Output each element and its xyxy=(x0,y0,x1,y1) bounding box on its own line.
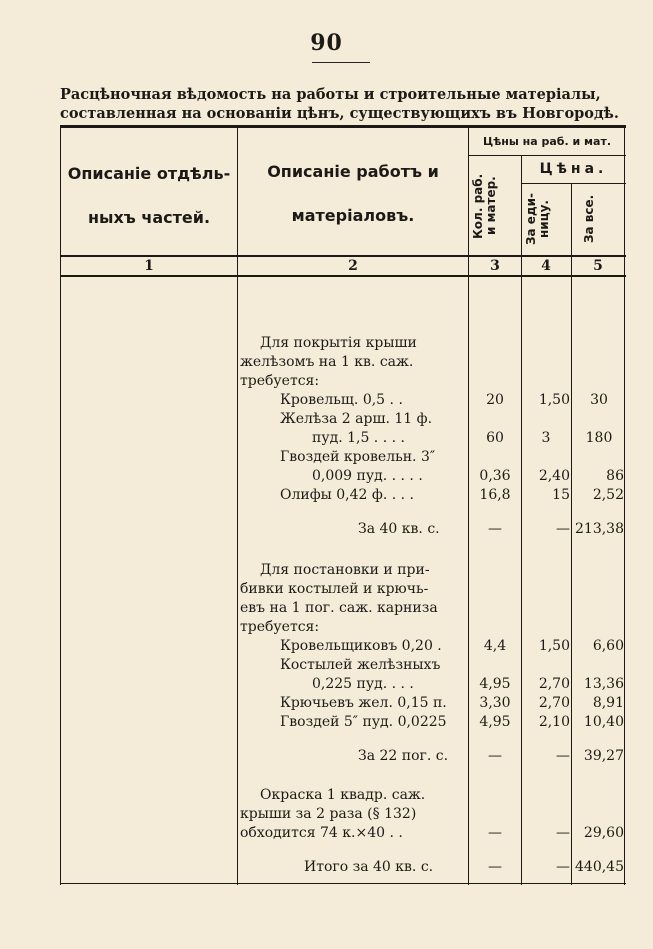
row-desc: Для покрытія крыши xyxy=(260,335,417,351)
cell-quantity: — xyxy=(488,748,502,764)
cell-quantity: 3,30 xyxy=(479,695,511,711)
cell-quantity: 4,4 xyxy=(483,638,507,654)
cell-quantity: 4,95 xyxy=(479,714,511,730)
cell-total: 213,38 xyxy=(575,521,624,537)
cell-unit-price: 1,50 xyxy=(538,638,570,654)
price-rule xyxy=(521,183,626,184)
column-number-1: 1 xyxy=(144,258,154,274)
cell-total: 13,36 xyxy=(583,676,624,692)
row-desc: Костылей желѣзныхъ xyxy=(280,657,441,673)
header-col1-line1: Описаніе отдѣль- xyxy=(67,164,231,183)
cell-unit-price: 2,70 xyxy=(538,676,570,692)
row-desc: бивки костылей и крючь- xyxy=(240,581,429,597)
header-col3 xyxy=(472,162,518,250)
cell-unit-price: 15 xyxy=(552,487,570,503)
page-number: 90 xyxy=(310,30,343,56)
cell-quantity: — xyxy=(488,825,502,841)
row-desc: Окраска 1 квадр. саж. xyxy=(260,787,426,803)
column-number-5: 5 xyxy=(593,258,603,274)
row-desc: Гвоздей 5″ пуд. 0,0225 xyxy=(280,714,447,730)
left-border xyxy=(60,125,61,885)
cell-unit-price: — xyxy=(556,825,570,841)
row-desc: требуется: xyxy=(240,619,320,635)
header-col1-line2: ныхъ частей. xyxy=(87,208,211,227)
col-divider-2 xyxy=(468,125,469,885)
cell-unit-price: 1,50 xyxy=(538,392,570,408)
table-title-line-1: Расцѣночная вѣдомость на работы и строительные матеріалы, xyxy=(60,86,601,103)
cell-total: 2,52 xyxy=(592,487,624,503)
header-col4 xyxy=(525,188,569,250)
row-desc: 0,225 пуд. . . . xyxy=(312,676,414,692)
header-col3-line2: и матер. xyxy=(484,176,498,236)
header-col5: За все. xyxy=(582,194,596,244)
top-border xyxy=(60,125,626,128)
cell-quantity: — xyxy=(488,521,502,537)
column-number-4: 4 xyxy=(541,258,551,274)
cell-unit-price: — xyxy=(556,859,570,875)
row-desc: Олифы 0,42 ф. . . . xyxy=(280,487,414,503)
page-number-rule xyxy=(312,62,370,63)
row-desc: желѣзомъ на 1 кв. саж. xyxy=(240,354,414,370)
row-desc: Кровельщ. 0,5 . . xyxy=(280,392,403,408)
cell-unit-price: 2,70 xyxy=(538,695,570,711)
cell-quantity: 4,95 xyxy=(479,676,511,692)
prices-group-rule xyxy=(469,155,626,156)
column-number-2: 2 xyxy=(348,258,358,274)
column-number-border xyxy=(60,275,626,277)
bottom-border xyxy=(60,883,626,884)
cell-total: 86 xyxy=(606,468,624,484)
header-col4-line2: ницу. xyxy=(537,200,551,238)
cell-total: 10,40 xyxy=(583,714,624,730)
row-desc: Желѣза 2 арш. 11 ф. xyxy=(280,411,433,427)
cell-unit-price: 3 xyxy=(541,430,551,446)
row-desc: Для постановки и при- xyxy=(260,562,430,578)
row-desc: 0,009 пуд. . . . . xyxy=(312,468,423,484)
cell-total: 30 xyxy=(590,392,608,408)
row-desc: пуд. 1,5 . . . . xyxy=(312,430,405,446)
row-desc: Гвоздей кровельн. 3″ xyxy=(280,449,436,465)
row-desc: Кровельщиковъ 0,20 . xyxy=(280,638,442,654)
row-desc-total: Итого за 40 кв. с. xyxy=(304,859,434,875)
row-desc-subtotal: За 22 пог. с. xyxy=(358,748,449,764)
cell-unit-price: 2,40 xyxy=(538,468,570,484)
right-border xyxy=(624,125,625,885)
cell-quantity: 16,8 xyxy=(479,487,511,503)
row-desc-subtotal: За 40 кв. с. xyxy=(358,521,440,537)
cell-quantity: 20 xyxy=(486,392,504,408)
row-desc: обходится 74 к.×40 . . xyxy=(240,825,403,841)
cell-total: 29,60 xyxy=(583,825,624,841)
cell-grand-total: 440,45 xyxy=(575,859,624,875)
cell-total: 180 xyxy=(585,430,613,446)
header-price: Цѣна. xyxy=(539,161,608,177)
cell-total: 8,91 xyxy=(592,695,624,711)
header-col4-line1: За еди- xyxy=(524,192,538,246)
row-desc: Крючьевъ жел. 0,15 п. xyxy=(280,695,447,711)
cell-unit-price: — xyxy=(556,748,570,764)
cell-quantity: 0,36 xyxy=(479,468,511,484)
cell-total: 39,27 xyxy=(583,748,624,764)
cell-total: 6,60 xyxy=(592,638,624,654)
column-number-3: 3 xyxy=(490,258,500,274)
col-divider-1 xyxy=(237,125,238,885)
cell-quantity: 60 xyxy=(486,430,504,446)
row-desc: требуется: xyxy=(240,373,320,389)
row-desc: крыши за 2 раза (§ 132) xyxy=(240,806,417,822)
row-desc: евъ на 1 пог. саж. карниза xyxy=(240,600,438,616)
header-prices-group: Цѣны на раб. и мат. xyxy=(482,135,612,148)
cell-unit-price: 2,10 xyxy=(538,714,570,730)
cell-unit-price: — xyxy=(556,521,570,537)
table-title-line-2: составленная на основаніи цѣнъ, существующихъ въ Новгородѣ. xyxy=(60,105,619,122)
header-col2-line2: матеріаловъ. xyxy=(291,206,415,225)
header-col2-line1: Описаніе работъ и xyxy=(267,162,439,181)
header-col3-line1: Кол. раб. xyxy=(471,173,485,239)
cell-quantity: — xyxy=(488,859,502,875)
header-bottom-border xyxy=(60,255,626,257)
